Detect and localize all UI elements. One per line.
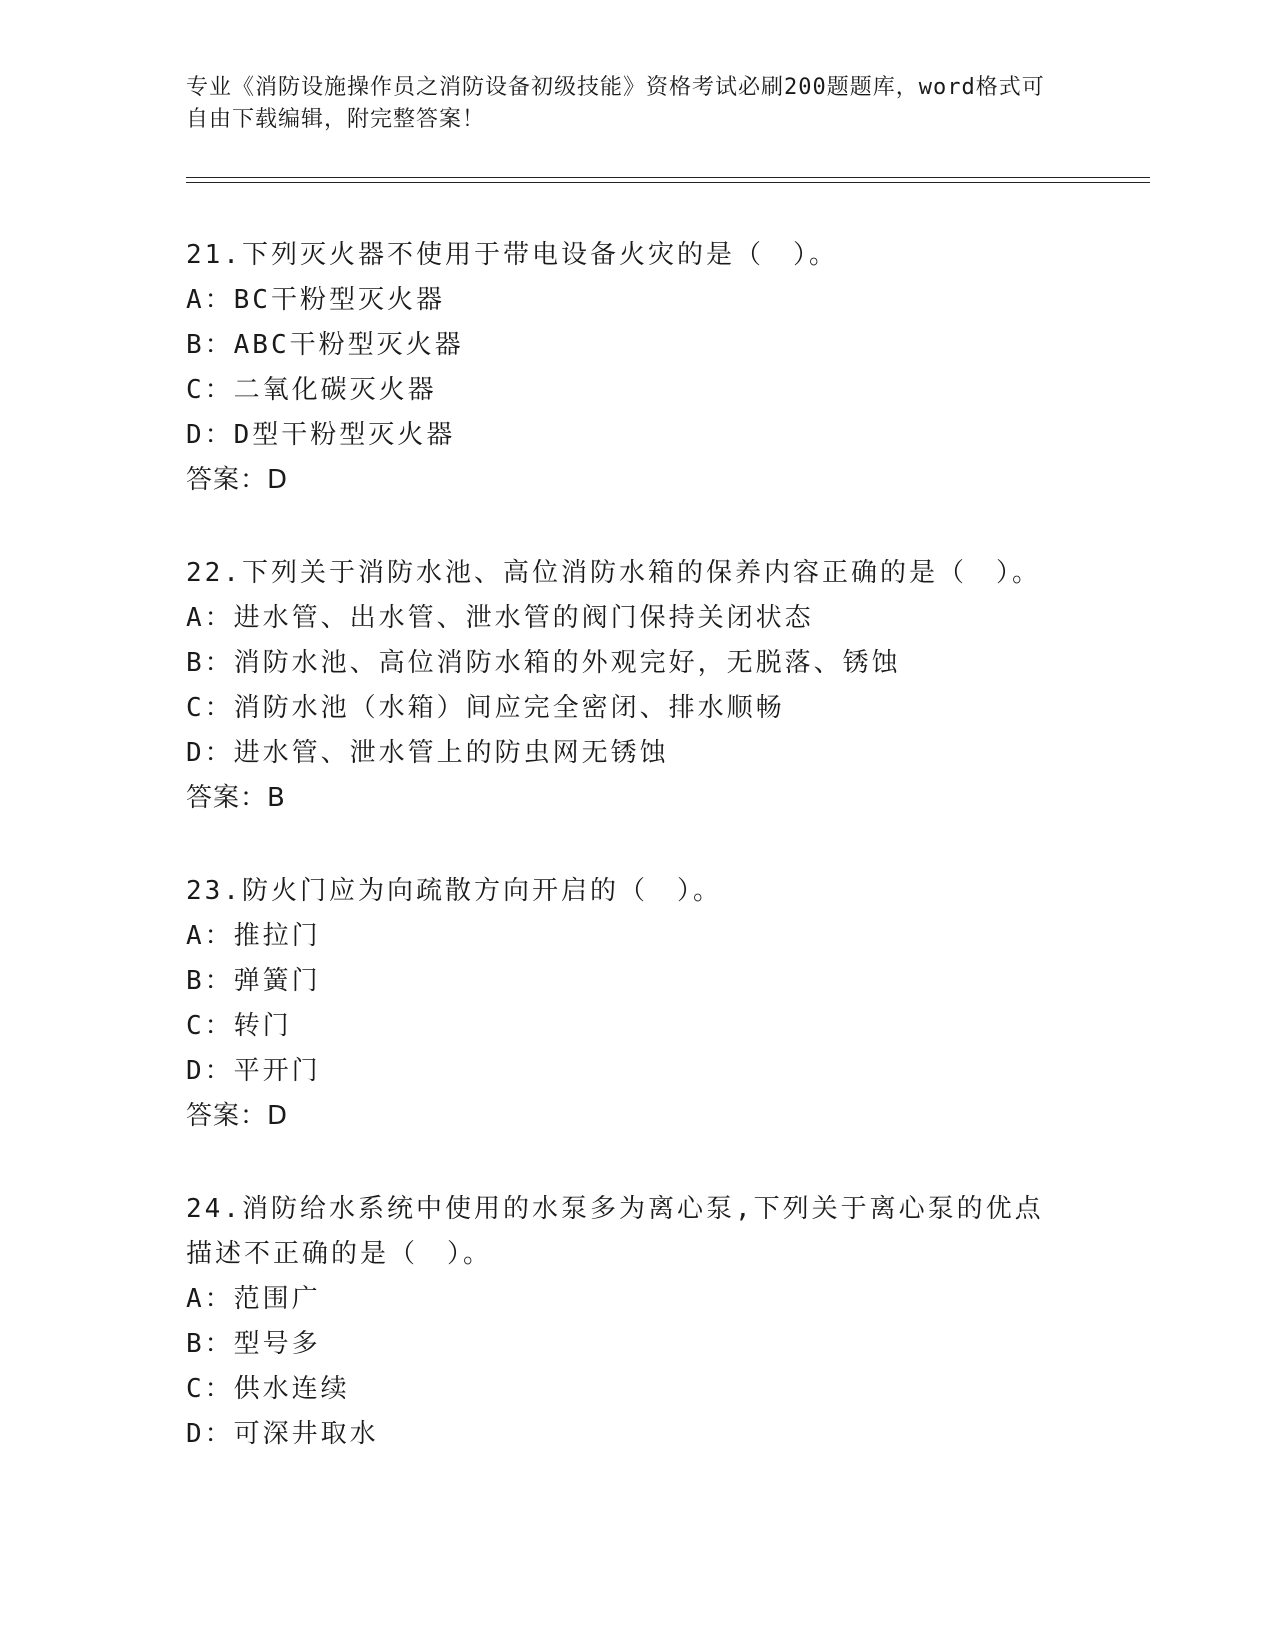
option-c: C：消防水池（水箱）间应完全密闭、排水顺畅 <box>186 693 785 723</box>
option-b: B：型号多 <box>186 1329 321 1359</box>
header-divider-top <box>186 177 1150 178</box>
option-c: C：转门 <box>186 1011 292 1041</box>
question-22 <box>186 551 1066 821</box>
question-stem: 22.下列关于消防水池、高位消防水箱的保养内容正确的是（ ）。 <box>186 558 1041 588</box>
option-d: D：进水管、泄水管上的防虫网无锈蚀 <box>186 738 669 768</box>
option-c: C：二氧化碳灭火器 <box>186 375 437 405</box>
option-a: A：范围广 <box>186 1284 321 1314</box>
option-c: C：供水连续 <box>186 1374 350 1404</box>
option-a: A：进水管、出水管、泄水管的阀门保持关闭状态 <box>186 603 814 633</box>
option-d: D：可深井取水 <box>186 1419 379 1449</box>
question-stem: 23.防火门应为向疏散方向开启的（ ）。 <box>186 876 722 906</box>
option-d: D：平开门 <box>186 1056 321 1086</box>
option-a: A：BC干粉型灭火器 <box>186 285 445 315</box>
option-b: B：弹簧门 <box>186 966 321 996</box>
option-b: B：ABC干粉型灭火器 <box>186 330 464 360</box>
option-a: A：推拉门 <box>186 921 321 951</box>
option-d: D：D型干粉型灭火器 <box>186 420 456 450</box>
header-divider-bottom <box>186 182 1150 183</box>
answer-line: 答案：B <box>186 783 286 813</box>
question-23 <box>186 869 1066 1139</box>
option-b: B：消防水池、高位消防水箱的外观完好，无脱落、锈蚀 <box>186 648 901 678</box>
answer-line: 答案：D <box>186 1101 289 1131</box>
document-header: 专业《消防设施操作员之消防设备初级技能》资格考试必刷200题题库，word格式可自由下载编辑，附完整答案！ <box>186 75 1045 132</box>
answer-line: 答案：D <box>186 465 289 495</box>
question-24 <box>186 1187 1066 1457</box>
question-21 <box>186 233 1066 503</box>
question-stem: 21.下列灭火器不使用于带电设备火灾的是（ ）。 <box>186 240 838 270</box>
question-stem: 24.消防给水系统中使用的水泵多为离心泵,下列关于离心泵的优点描述不正确的是（ ）。 <box>186 1194 1044 1269</box>
